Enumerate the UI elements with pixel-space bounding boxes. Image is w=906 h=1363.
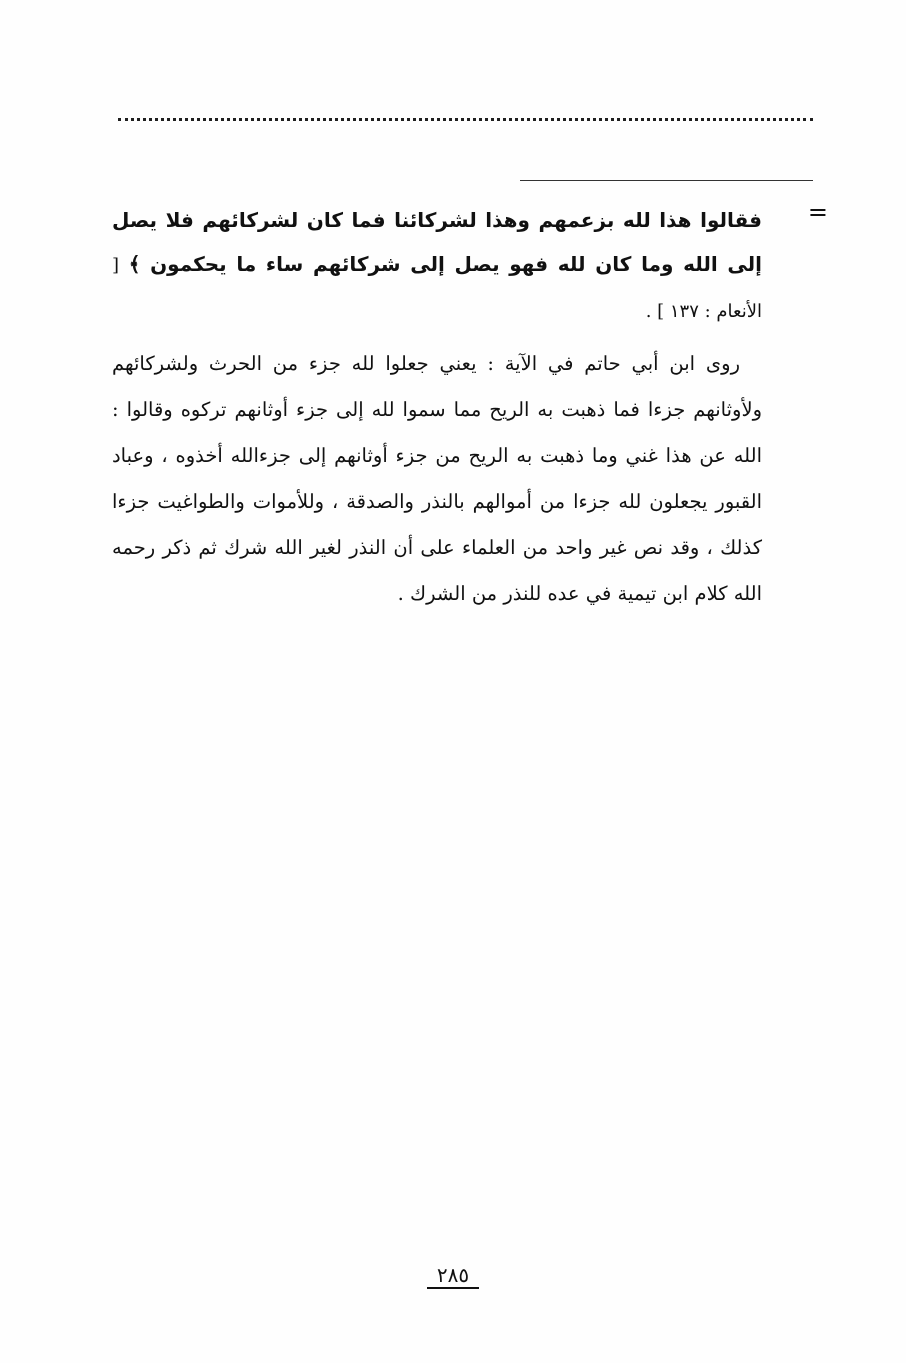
continuation-mark: = bbox=[807, 198, 828, 226]
footnote-rule bbox=[520, 180, 813, 181]
verse-text: فقالوا هذا لله بزعمهم وهذا لشركائنا فما كان لشركائهم فلا يصل إلى الله وما كان لله فهو يصل إلى شركائهم ساء ما يحكمون ﴾ bbox=[112, 208, 763, 276]
commentary-paragraph: روى ابن أبي حاتم في الآية : يعني جعلوا لله جزء من الحرث ولشركائهم ولأوثانهم جزءا فما ذهبت به الريح مما سموا لله إلى جزء أوثانهم تركوه وقالوا : الله عن هذا غني وما ذهبت به الريح من جزء أوثانهم إلى جزءالله أخذوه ، وعباد القبور يجعلون لله جزءا من أموالهم بالنذر والصدقة ، وللأموات والطواغيت جزءا كذلك ، وقد نص غير واحد من العلماء على أن النذر لغير الله شرك ثم ذكر رحمه الله كلام ابن تيمية في عده للنذر من الشرك . bbox=[112, 351, 762, 605]
verse-reference: [ الأنعام : ١٣٧ ] . bbox=[112, 255, 762, 322]
page-number-text: ٢٨٥ bbox=[427, 1263, 479, 1289]
page-number bbox=[0, 1260, 906, 1290]
quranic-verse bbox=[112, 198, 762, 334]
dotted-separator bbox=[118, 118, 813, 121]
